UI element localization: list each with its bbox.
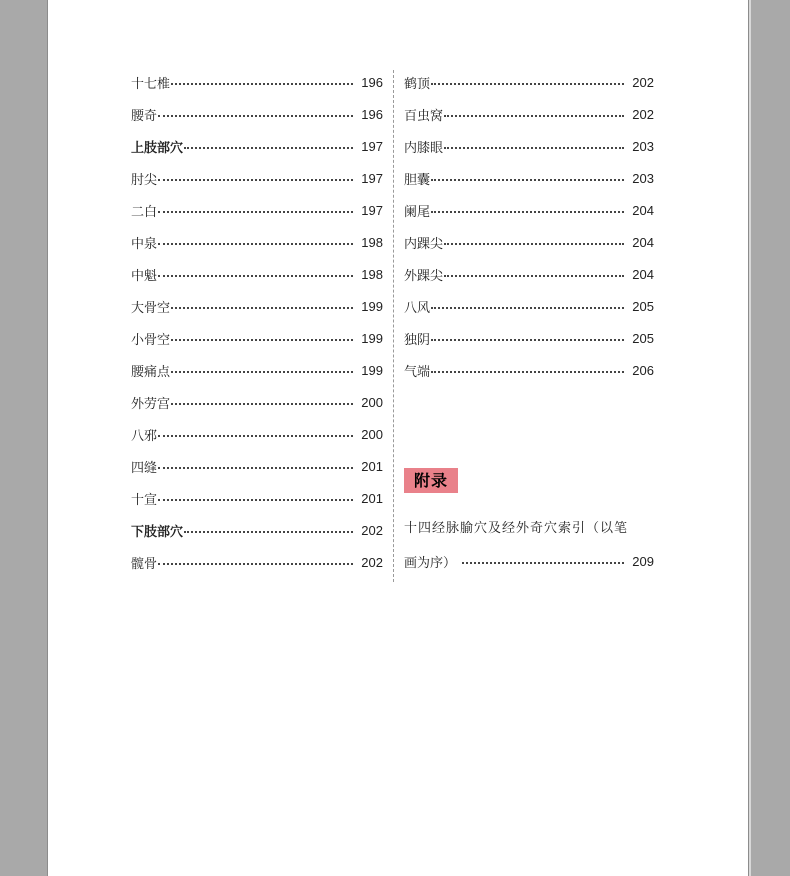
toc-entry-page: 196 (361, 74, 383, 90)
toc-entry-label: 外踝尖 (404, 268, 444, 284)
toc-entry[interactable] (131, 418, 383, 450)
toc-entry-label: 八风 (404, 300, 431, 316)
dot-leader (158, 562, 353, 565)
toc-entry-page: 199 (361, 298, 383, 314)
toc-entry[interactable] (404, 66, 654, 98)
toc-entry-page: 200 (361, 394, 383, 410)
dot-leader (158, 434, 353, 437)
dot-leader (431, 82, 624, 85)
toc-entry-page: 201 (361, 458, 383, 474)
toc-entry-label: 鹤顶 (404, 76, 431, 92)
dot-leader (158, 210, 353, 213)
dot-leader (444, 146, 624, 149)
toc-entry-page: 205 (632, 298, 654, 314)
dot-leader (158, 242, 353, 245)
toc-entry[interactable] (131, 226, 383, 258)
toc-entry-label: 小骨空 (131, 332, 171, 348)
appendix-toc-entry[interactable] (404, 513, 654, 577)
toc-entry-label: 四缝 (131, 460, 158, 476)
dot-leader (158, 466, 353, 469)
toc-entry-label: 气端 (404, 364, 431, 380)
dot-leader (158, 178, 353, 181)
dot-leader (431, 306, 624, 309)
appendix-entry-title-line1: 十四经脉腧穴及经外奇穴索引（以笔 (404, 521, 629, 536)
toc-entry-page: 198 (361, 266, 383, 282)
toc-entry-page: 205 (632, 330, 654, 346)
dot-leader (431, 178, 624, 181)
toc-entry[interactable] (131, 546, 383, 578)
toc-entry-page: 202 (632, 74, 654, 90)
toc-entry-label: 腰奇 (131, 108, 158, 124)
toc-entry[interactable] (404, 194, 654, 226)
dot-leader (444, 114, 624, 117)
dot-leader (171, 370, 353, 373)
dot-leader (171, 338, 353, 341)
toc-entry-label: 下肢部穴 (131, 524, 184, 540)
toc-entry[interactable] (404, 162, 654, 194)
toc-entry-label: 二白 (131, 204, 158, 220)
toc-entry-label: 内踝尖 (404, 236, 444, 252)
toc-entry-page: 197 (361, 170, 383, 186)
appendix-heading: 附录 (404, 468, 458, 493)
toc-entry[interactable] (131, 98, 383, 130)
toc-entry[interactable] (131, 354, 383, 386)
toc-entry-label: 中魁 (131, 268, 158, 284)
toc-entry[interactable] (404, 322, 654, 354)
toc-entry[interactable] (404, 130, 654, 162)
dot-leader (431, 210, 624, 213)
toc-entry-label: 八邪 (131, 428, 158, 444)
toc-entry[interactable] (404, 258, 654, 290)
toc-right-column (404, 66, 654, 386)
dot-leader (171, 306, 353, 309)
toc-entry[interactable] (131, 482, 383, 514)
toc-entry-page: 204 (632, 234, 654, 250)
toc-entry-label: 十宣 (131, 492, 158, 508)
toc-entry-page: 202 (632, 106, 654, 122)
toc-entry[interactable] (131, 258, 383, 290)
toc-entry[interactable] (404, 226, 654, 258)
column-divider (393, 70, 394, 582)
toc-entry-page: 199 (361, 330, 383, 346)
toc-entry[interactable] (131, 130, 383, 162)
toc-entry-label: 大骨空 (131, 300, 171, 316)
toc-entry[interactable] (131, 514, 383, 546)
appendix-entry-title-line2: 画为序） (404, 555, 457, 571)
appendix-entry-title-line2-row (404, 545, 654, 577)
dot-leader (158, 114, 353, 117)
dot-leader (158, 498, 353, 501)
toc-entry-label: 阑尾 (404, 204, 431, 220)
dot-leader (158, 274, 353, 277)
toc-entry[interactable] (404, 290, 654, 322)
toc-entry-page: 201 (361, 490, 383, 506)
toc-entry-label: 外劳宫 (131, 396, 171, 412)
toc-entry-label: 肘尖 (131, 172, 158, 188)
toc-entry-label: 内膝眼 (404, 140, 444, 156)
toc-entry[interactable] (131, 386, 383, 418)
toc-entry-label: 中泉 (131, 236, 158, 252)
toc-entry[interactable] (404, 98, 654, 130)
toc-entry-page: 199 (361, 362, 383, 378)
toc-entry[interactable] (404, 354, 654, 386)
dot-leader (431, 338, 624, 341)
toc-entry-page: 202 (361, 554, 383, 570)
toc-entry-page: 196 (361, 106, 383, 122)
toc-entry-label: 髋骨 (131, 556, 158, 572)
toc-entry-label: 十七椎 (131, 76, 171, 92)
toc-entry-page: 204 (632, 202, 654, 218)
toc-entry-page: 197 (361, 202, 383, 218)
dot-leader (171, 82, 353, 85)
toc-entry-page: 200 (361, 426, 383, 442)
toc-entry-label: 胆囊 (404, 172, 431, 188)
dot-leader (184, 530, 353, 533)
toc-entry[interactable] (131, 66, 383, 98)
document-page (47, 0, 749, 876)
dot-leader (184, 146, 353, 149)
toc-entry[interactable] (131, 322, 383, 354)
toc-entry-page: 202 (361, 522, 383, 538)
toc-entry[interactable] (131, 162, 383, 194)
toc-entry-label: 上肢部穴 (131, 140, 184, 156)
dot-leader (444, 274, 624, 277)
toc-entry-label: 百虫窝 (404, 108, 444, 124)
dot-leader (171, 402, 353, 405)
toc-entry-page: 204 (632, 266, 654, 282)
toc-entry[interactable] (131, 290, 383, 322)
dot-leader (462, 561, 624, 564)
toc-entry[interactable] (131, 450, 383, 482)
toc-entry-page: 197 (361, 138, 383, 154)
toc-entry-label: 腰痛点 (131, 364, 171, 380)
toc-entry[interactable] (131, 194, 383, 226)
dot-leader (444, 242, 624, 245)
toc-entry-page: 206 (632, 362, 654, 378)
toc-entry-page: 203 (632, 170, 654, 186)
toc-entry-label: 独阴 (404, 332, 431, 348)
toc-left-column (131, 66, 383, 578)
toc-entry-page: 198 (361, 234, 383, 250)
dot-leader (431, 370, 624, 373)
appendix-entry-page: 209 (632, 553, 654, 569)
toc-entry-page: 203 (632, 138, 654, 154)
